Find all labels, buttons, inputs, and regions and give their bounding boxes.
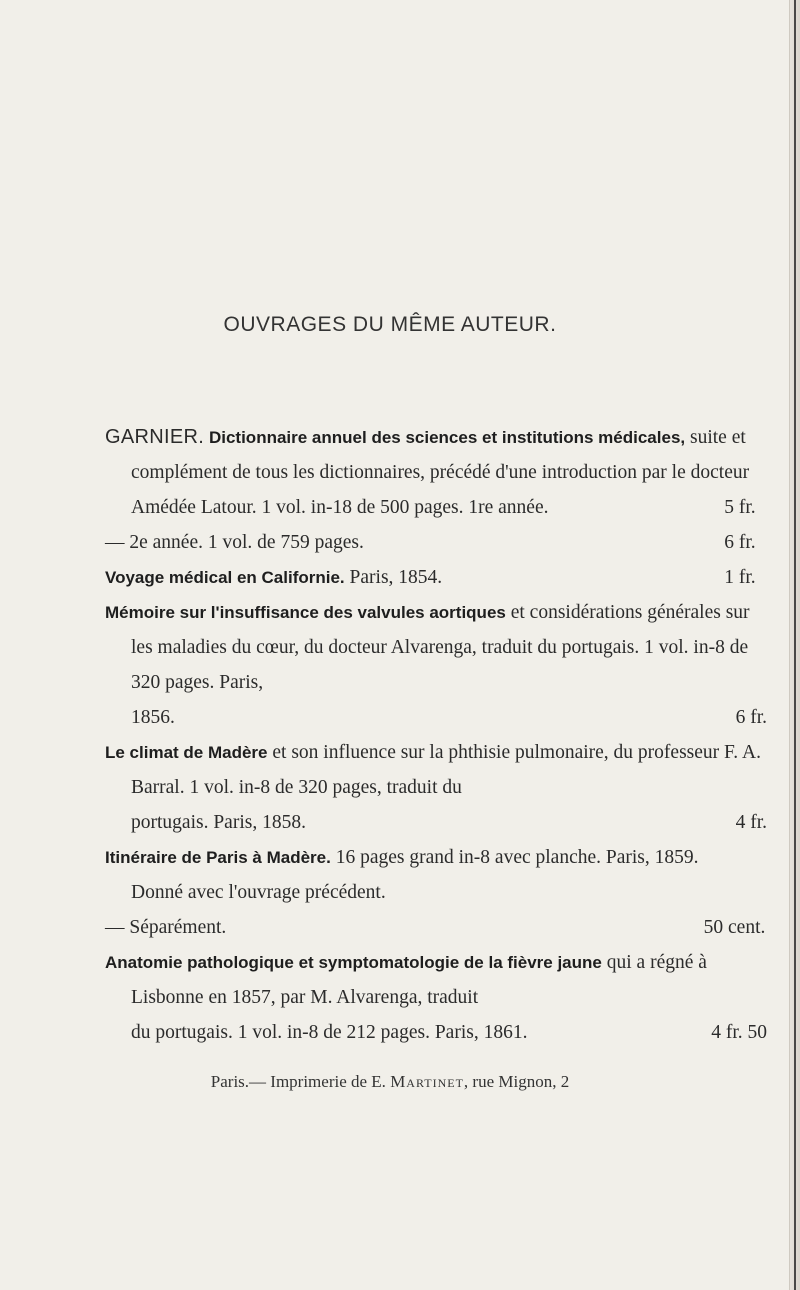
list-item: [105, 840, 767, 875]
list-item: [105, 595, 767, 735]
work-description: et considérations générales sur les maladies du cœur, du docteur Alvarenga, traduit du portugais. 1 vol. in-8 de 320 pages. Paris,: [131, 602, 750, 693]
work-note: Donné avec l'ouvrage précédent.: [131, 882, 386, 903]
work-publication: du portugais. 1 vol. in-8 de 212 pages. Paris, 1861.: [131, 1022, 528, 1043]
work-description: suite et complément de tous les dictionnaires, précédé d'une introduction par le docteur Amédée Latour. 1 vol. in-18 de 500 pages. 1re année.: [131, 427, 750, 518]
price: 6 fr.: [724, 532, 756, 553]
work-title: Le climat de Madère: [105, 743, 268, 762]
imprint-suffix: , rue Mignon, 2: [463, 1072, 570, 1091]
work-title: Anatomie pathologique et symptomatologie de la fièvre jaune: [105, 953, 602, 972]
price: 6 fr.: [735, 707, 767, 728]
imprint-printer: Martinet: [390, 1072, 464, 1091]
work-publication: portugais. Paris, 1858.: [131, 812, 306, 833]
work-description: — 2e année. 1 vol. de 759 pages.: [105, 532, 364, 553]
price: 5 fr.: [724, 497, 756, 518]
list-item: [105, 420, 767, 525]
work-title: Voyage médical en Californie.: [105, 568, 345, 587]
price: 50 cent.: [703, 917, 766, 938]
list-item: [105, 560, 767, 595]
price: 4 fr. 50: [711, 1022, 767, 1043]
page-edge-line: [794, 0, 796, 1290]
printer-imprint: [0, 1072, 780, 1092]
list-item: [105, 735, 767, 840]
list-item: [105, 525, 767, 560]
list-item: [105, 910, 767, 945]
work-description: 16 pages grand in-8 avec planche. Paris, 1859.: [330, 847, 699, 868]
bibliography-list: [105, 420, 767, 1050]
work-title: Mémoire sur l'insuffisance des valvules aortiques: [105, 603, 506, 622]
price: 1 fr.: [724, 567, 756, 588]
work-title: Itinéraire de Paris à Madère.: [105, 848, 331, 867]
page-title: OUVRAGES DU MÊME AUTEUR.: [223, 313, 557, 336]
work-description: et son influence sur la phthisie pulmonaire, du professeur F. A. Barral. 1 vol. in-8 de 320 pages, traduit du: [131, 742, 761, 798]
list-item: [105, 945, 767, 1050]
work-title: Dictionnaire annuel des sciences et institutions médicales,: [208, 428, 686, 447]
work-description: qui a régné à Lisbonne en 1857, par M. Alvarenga, traduit: [131, 952, 707, 1008]
price: 4 fr.: [735, 812, 767, 833]
work-year: 1856.: [131, 707, 175, 728]
work-description: — Séparément.: [105, 917, 227, 938]
work-description: Paris, 1854.: [344, 567, 443, 588]
imprint-prefix: Paris.— Imprimerie de E.: [210, 1072, 386, 1091]
author-name: GARNIER.: [105, 426, 205, 448]
